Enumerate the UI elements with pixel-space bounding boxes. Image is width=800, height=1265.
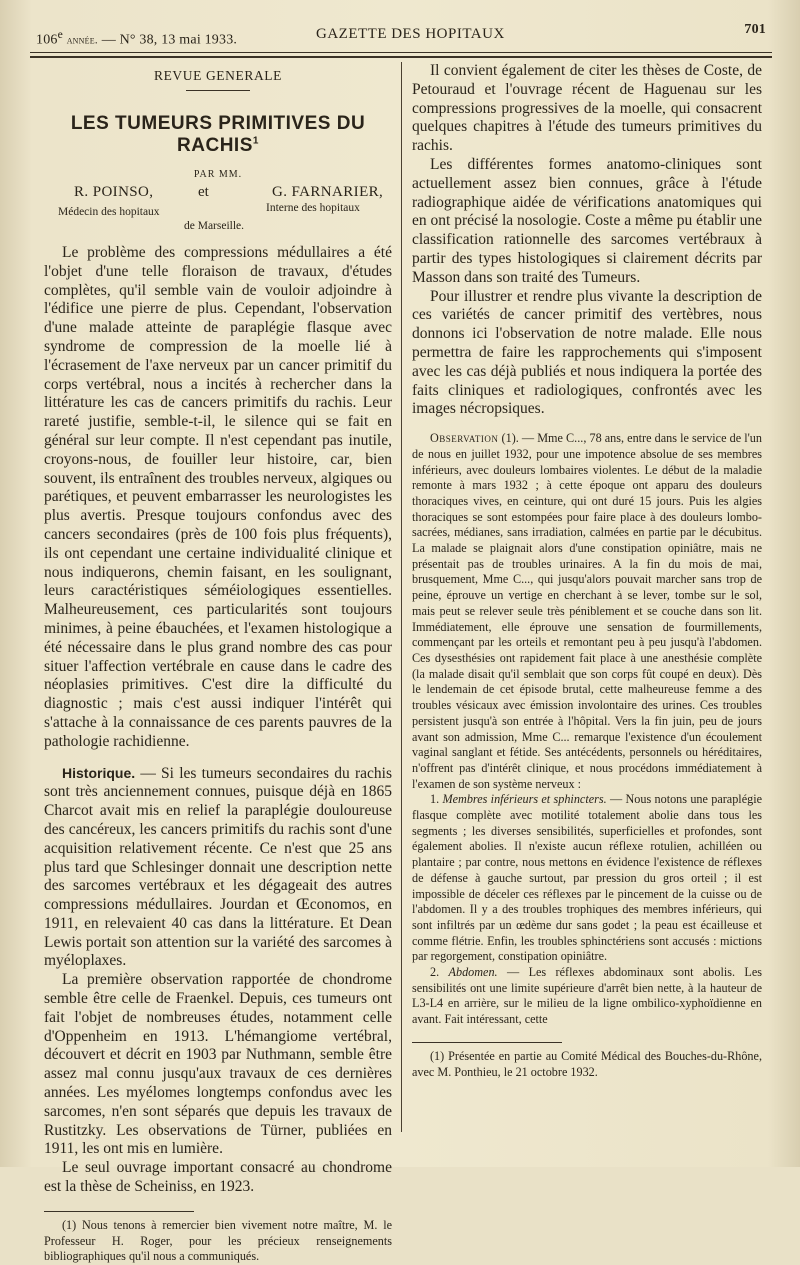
scheiniss-paragraph: Le seul ouvrage important consacré au chondrome est la thèse de Scheiniss, en 1923. xyxy=(44,1159,392,1196)
issue-number: 106 xyxy=(36,32,58,48)
issue-info xyxy=(36,28,237,49)
article-title-text: LES TUMEURS PRIMITIVES DU RACHIS xyxy=(70,113,366,156)
issue-word: année. xyxy=(66,32,98,47)
section-rule xyxy=(186,90,250,91)
illustration-paragraph: Pour illustrer et rendre plus vivante la description de ces variétés de cancer primitif des vertèbres, nous donnons ici l'observation de notre malade. Elle nous permettra de faire les rapprochements qui s'imposent avec les cas déjà publiés et nous indiquera la portée des faits cliniques et radiologiques, confrontés avec les images nécropsiques. xyxy=(412,287,762,418)
section-abdomen xyxy=(412,965,762,1028)
left-column xyxy=(44,62,392,1265)
historique-heading: Historique. xyxy=(62,764,136,781)
section-abdomen-label: Abdomen. xyxy=(448,965,498,980)
issue-ordinal: e xyxy=(57,28,63,41)
formes-paragraph: Les différentes formes anatomo-cliniques sont actuellement assez bien connues, grâce à l'étude radiographique aidée de vérifications anatomiques qui en ont précisé la nosologie. Coste a même pu établir une classification rationnelle des sarcomes vertébraux à partir des types histologiques si clairement décrits par Masson dans son traité des Tumeurs. xyxy=(412,155,762,286)
footnote-rule-right xyxy=(412,1042,562,1043)
chondrome-paragraph: La première observation rapportée de chondrome semble être celle de Fraenkel. Depuis, ces tumeurs ont fait l'objet de nombreuses études, notamment celle d'Oppenheim en 1913. L'hémangiome vertébral, découvert et décrit en 1903 par Nuthmann, semble être assez mal connu jusqu'aux travaux de ces dernières années. Les myélomes longtemps confondus avec les sarcomes, n'en sont séparés que depuis les travaux de Rustitzky. Les observations de Türner, publiées en 1911, les ont mis en lumière. xyxy=(44,971,392,1158)
issue-date: — N° 38, 13 mai 1933. xyxy=(101,32,238,48)
byline-prefix: PAR MM. xyxy=(193,169,243,180)
header-rule xyxy=(30,52,772,53)
section-membres-text: — Nous notons une paraplégie flasque complète avec motilité totalement abolie dans tous les segments ; les diverses sensibilités, superficielles et profondes, sont également abolies. Il n'existe aucun réflexe rotulien, achilléen ou plantaire ; par contre, nous mettons en évidence l'existence de réflexes de défense à gauche surtout, par pression du gros orteil ; il est impossible de déceler ces réflexes par le pincement de la cuisse ou de l'abdomen. Il y a des troubles trophiques des membres inférieurs, qui sont infiltrés par un œdème dur sans godet ; la peau est écailleuse et comme flétrie. Enfin, les troubles sphinctériens sont accusés : mictions par regorgement, constipation opiniâtre. xyxy=(412,792,762,964)
footnote-left: (1) Nous tenons à remercier bien vivement notre maître, M. le Professeur H. Roger, pour les précieux renseignements bibliographiques qu'il nous a communiqués. xyxy=(44,1217,392,1264)
running-header xyxy=(36,22,766,48)
column-divider xyxy=(401,62,402,1132)
theses-paragraph: Il convient également de citer les thèses de Coste, de Petouraud et l'ouvrage récent de Haguenau sur les compressions progressives de la moelle, qui consacrent quelques chapitres à l'étude des tumeurs primitives du rachis. xyxy=(412,62,762,155)
page-number: 701 xyxy=(744,22,766,37)
section-heading: REVUE GENERALE xyxy=(153,68,282,83)
author-farnarier: G. FARNARIER, xyxy=(272,184,384,200)
section-membres xyxy=(412,792,762,965)
author-poinso-title: Médecin des hopitaux xyxy=(58,206,160,218)
observation-label: Observation xyxy=(430,431,499,446)
article-title xyxy=(44,113,392,157)
header-rule-thick xyxy=(30,56,772,58)
author-city: de Marseille. xyxy=(184,220,245,232)
section-membres-number: 1. xyxy=(430,792,440,807)
right-column xyxy=(412,62,762,1080)
footnote-rule xyxy=(44,1211,194,1212)
section-abdomen-text: — Les réflexes abdominaux sont abolis. Les sensibilités ont une limite supérieure d'arrêt bien nette, à la hauteur de L3-L4 en arrière, sur le milieu de la ligne ombilico-xyphoïdienne en avant. Fait intéressant, cette xyxy=(412,965,763,1027)
historique-text: — Si les tumeurs secondaires du rachis sont très anciennement connues, puisque déjà en 1865 Charcot avait mis en relief la paraplégie douloureuse des cancéreux, les cancers primitifs du rachis sont d'une acquisition relativement récente. Ce n'est que 25 ans plus tard que Schlesinger donnait une description nette des sarcomes vertébraux et les dégageait des autres compressions médullaires. Jourdan et Œconomos, en 1911, en relevaient 40 cas dans la littérature. Et Dean Lewis portait son attention sur la variété des sarcomes à myéloplaxes. xyxy=(44,764,392,970)
section-membres-label: Membres inférieurs et sphincters. xyxy=(442,792,607,807)
author-conjunction: et xyxy=(198,184,209,200)
observation-text: (1). — Mme C..., 78 ans, entre dans le service de l'un de nous en juillet 1932, pour une impotence absolue de ses membres inférieurs, avec douleurs lombaires violentes. Le début de la maladie remonte à mars 1932 ; à cette époque ont apparu des douleurs thoraciques vives, en ceinture, qui ont duré 15 jours. Puis les algies thoraciques se sont estompées pour faire place à des douleurs lombo-sacrées, médianes, sans irradiation, calmées en partie par le décubitus. La malade se plaignait alors d'une constipation opiniâtre, mais ne présentait pas de troubles urinaires. A la fin du mois de mai, brusquement, Mme C..., qui jusqu'alors pouvait marcher sans trop de peine, éprouve un vertige en cherchant à se lever, tombe sur le sol, mais peut se relever seule très péniblement et se couche dans son lit. Immédiatement, elle éprouve une sensation de fourmillements, commençant par les orteils et remontant peu à peu jusqu'à l'abdomen. Ces dysesthésies ont rapidement fait place à une anesthésie complète (la malade disait qu'il semblait que son corps fût coupé en deux). Dès le lendemain de cet épisode brutal, cette malheureuse femme a des troubles vésicaux avec émission involontaire des urines. Ces troubles persistent jusqu'à son entrée à l'hôpital. Vers la fin juin, peu de jours avant son admission, Mme C... remarque l'existence d'un écoulement vaginal sanglant et fétide. Ses antécédents, personnels ou héréditaires, n'offrent pas d'intérêt clinique, et nous procédons immédiatement à l'examen de son système nerveux : xyxy=(412,431,762,791)
observation-paragraph xyxy=(412,431,762,792)
author-poinso: R. POINSO, xyxy=(74,184,154,200)
title-footnote-mark: 1 xyxy=(252,135,259,147)
historique-paragraph xyxy=(44,764,392,972)
journal-name: GAZETTE DES HOPITAUX xyxy=(316,26,505,42)
footnote-right: (1) Présentée en partie au Comité Médical des Bouches-du-Rhône, avec M. Ponthieu, le 21 octobre 1932. xyxy=(412,1048,762,1079)
author-farnarier-title: Interne des hopitaux xyxy=(266,202,360,214)
authors-block xyxy=(44,184,392,238)
section-abdomen-number: 2. xyxy=(430,965,440,980)
intro-paragraph: Le problème des compressions médullaires a été l'objet d'une telle floraison de travaux, d'études complètes, qu'il semble vain de vouloir adjoindre à l'édifice une pierre de plus. Cependant, l'observation d'une malade atteinte de paraplégie flasque avec syndrome de compression de la moelle lié à l'écrasement de l'axe nerveux par un cancer primitif du corps vertébral, nous a incités à rechercher dans la littérature les cas de cancers primitifs du rachis. Leur rareté justifie, semble-t-il, le silence qui se fait en général sur leur compte. Il n'est cependant pas inutile, croyons-nous, de fouiller leur histoire, car, bien souvent, ils entraînent des troubles nerveux, algiques ou parétiques, et peuvent embarrasser les neurologistes les plus avertis. Presque toujours confondus avec des cancers secondaires (près de 100 fois plus fréquents), ils ont cependant une certaine individualité clinique et nous indiquerons, chemin faisant, en les soulignant, leurs caractéristiques séméiologiques essentielles. Malheureusement, ces particularités sont toujours minimes, à peine ébauchées, et l'examen histologique a été nécessaire dans le plus grand nombre des cas pour situer l'affection vertébrale en cause dans le cadre des néoplasies primitives. C'est dire la difficulté du diagnostic ; mais c'est aussi indiquer l'intérêt qui s'attache à la connaissance de ces parents pauvres de la pathologie rachidienne. xyxy=(44,244,392,750)
